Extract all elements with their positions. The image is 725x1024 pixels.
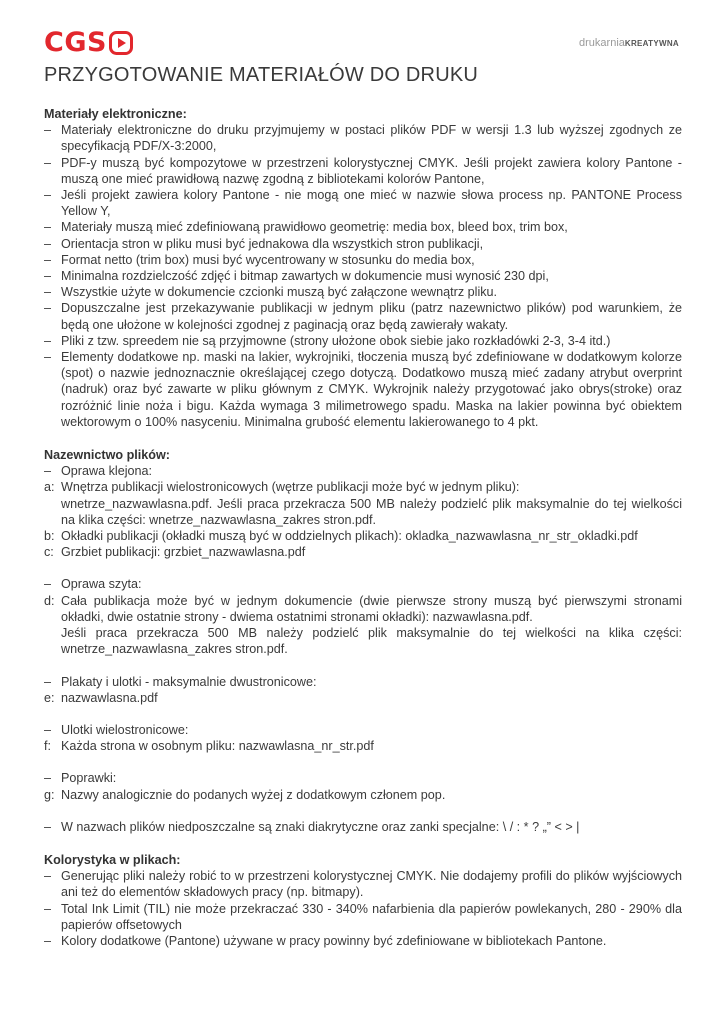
spacer [44,430,682,447]
list-item-text: Elementy dodatkowe np. maski na lakier, wykrojniki, tłoczenia muszą być zdefiniowane w dodatkowym kolorze (spot) o nazwie jednoznacznie określającej czego dotyczą. Dodatkowo muszą mieć zadany atrybut overprint (nadruk) oraz być zawarte w pliku głównym z CMYK. Wykrojnik należy przygotować jako obrys(stroke) oraz rozróżnić linie noża i bigu. Każda wymaga 3 milimetrowego spadu. Maska na lakier powinna być obiektem wektorowym o 100% nasyceniu. Minimalna grubość elementu lakierowanego to 4 pkt. [61,350,682,429]
list-item [44,901,682,933]
list-item-text: Cała publikacja może być w jednym dokumencie (dwie pierwsze strony muszą być pierwszymi stronami okładki, dwie ostatnie strony - dwiema ostatnimi stronami okładki): nazwawlasna.pdf. [61,593,682,624]
list-item [44,593,682,625]
cgs-logo [44,29,133,57]
list-item-text: Poprawki: [61,771,117,786]
letter-marker: b: [44,529,55,544]
document-body [44,106,682,949]
dash-marker: – [44,577,52,592]
list-item-text: Generując pliki należy robić to w przestrzeni kolorystycznej CMYK. Nie dodajemy profili do plików wyjściowych ani też do elementów składowych pracy (np. bitmapy). [61,869,682,900]
list-item-text: PDF-y muszą być kompozytowe w przestrzeni kolorystycznej CMYK. Jeśli projekt zawiera kolory Pantone - muszą one mieć prawidłową nazwę zgodną z bibliotekami kolorów Pantone, [61,155,682,186]
dash-marker: – [44,869,52,884]
list-item-text: Ulotki wielostronicowe: [61,722,189,737]
list-item [44,284,682,300]
dash-marker: – [44,155,52,170]
list-item [44,528,682,544]
dash-marker: – [44,350,52,365]
list-item [44,625,682,657]
dash-marker: – [44,933,52,948]
section-heading: Nazewnictwo plików: [44,448,170,463]
dash-marker: – [44,301,52,316]
list-item-text: W nazwach plików niedposzczalne są znaki diakrytyczne oraz zanki specjalne: \ / : * ? „” < > | [61,819,580,834]
dash-marker: – [44,722,52,737]
list-item-text: wnetrze_nazwawlasna.pdf. Jeśli praca przekracza 500 MB należy podzielć plik maksymalnie do tej wielkości na klika części: wnetrze_nazwawlasna_zakres stron.pdf. [61,496,682,527]
dash-marker: – [44,252,52,267]
list-item [44,770,682,786]
list-item [44,738,682,754]
spacer [44,803,682,819]
dash-marker: – [44,220,52,235]
dash-marker: – [44,188,52,203]
letter-marker: f: [44,739,51,754]
list-item [44,576,682,592]
list-item-text: Minimalna rozdzielczość zdjęć i bitmap zawartych w dokumencie musi wynosić 230 dpi, [61,269,549,284]
list-item-text: Format netto (trim box) musi być wycentrowany w stosunku do media box, [61,252,475,267]
list-item-text: nazwawlasna.pdf [61,690,158,705]
list-item-text: Materiały elektroniczne do druku przyjmujemy w postaci plików PDF w wersji 1.3 lub wyższej zgodnych ze specyfikacją PDF/X-3:2000, [61,123,682,154]
dash-marker: – [44,285,52,300]
list-item-text: Jeśli projekt zawiera kolory Pantone - nie mogą one mieć w nazwie słowa process np. PANTONE Process Yellow Y, [61,188,682,219]
play-icon [109,31,133,55]
list-item-text: Total Ink Limit (TIL) nie może przekraczać 330 - 340% nafarbienia dla papierów powlekanych, 280 - 290% dla papierów offsetowych [61,901,682,932]
list-item-text: Dopuszczalne jest przekazywanie publikacji w jednym pliku (patrz nazewnictwo plików) pod warunkiem, że będą one ułożone w kolejności zgodnej z paginacją oraz będą zawierały wakaty. [61,301,682,332]
list-item [44,236,682,252]
list-item [44,819,682,835]
list-item [44,933,682,949]
list-item [44,479,682,495]
list-item [44,155,682,187]
list-item-text: Grzbiet publikacji: grzbiet_nazwawlasna.pdf [61,545,306,560]
list-item [44,544,682,560]
list-item-text: Oprawa klejona: [61,464,153,479]
dash-marker: – [44,123,52,138]
letter-marker: a: [44,480,55,495]
list-item [44,496,682,528]
spacer [44,754,682,770]
dash-marker: – [44,464,52,479]
list-item [44,674,682,690]
letter-marker: c: [44,545,54,560]
section-heading: Kolorystyka w plikach: [44,852,181,867]
dash-marker: – [44,771,52,786]
list-item-text: Orientacja stron w pliku musi być jednakowa dla wszystkich stron publikacji, [61,236,484,251]
list-item-text: Każda strona w osobnym pliku: nazwawlasna_nr_str.pdf [61,739,374,754]
list-item-text: Materiały muszą mieć zdefiniowaną prawidłowo geometrię: media box, bleed box, trim box, [61,220,568,235]
letter-marker: e: [44,690,55,705]
dash-marker: – [44,674,52,689]
list-item [44,187,682,219]
list-item [44,463,682,479]
logo-text: CGS [44,27,107,58]
list-item-text: Kolory dodatkowe (Pantone) używane w pracy powinny być zdefiniowane w bibliotekach Pantone. [61,933,607,948]
dash-marker: – [44,819,52,834]
list-item [44,868,682,900]
dash-marker: – [44,333,52,348]
list-item [44,219,682,235]
section-heading: Materiały elektroniczne: [44,107,187,121]
spacer [44,835,682,852]
letter-marker: d: [44,593,55,608]
list-item-text: Jeśli praca przekracza 500 MB należy podzielć plik maksymalnie do tej wielkości na klika części: wnetrze_nazwawlasna_zakres stron.pdf. [61,626,682,657]
list-item [44,690,682,706]
list-item [44,122,682,154]
list-item [44,333,682,349]
list-item [44,268,682,284]
list-item-text: Plakaty i ulotki - maksymalnie dwustronicowe: [61,674,317,689]
spacer [44,560,682,576]
brand-light: drukarnia [579,37,625,49]
page-title: PRZYGOTOWANIE MATERIAŁÓW DO DRUKU [44,64,479,86]
list-item-text: Oprawa szyta: [61,577,142,592]
dash-marker: – [44,269,52,284]
list-item-text: Pliki z tzw. spreedem nie są przyjmowne (strony ułożone obok siebie jako rozkładówki 2-3, 3-4 itd.) [61,333,611,348]
dash-marker: – [44,901,52,916]
spacer [44,658,682,674]
spacer [44,706,682,722]
brand-tagline [579,37,679,49]
list-item-text: Nazwy analogicznie do podanych wyżej z dodatkowym członem pop. [61,787,446,802]
list-item [44,787,682,803]
list-item [44,300,682,332]
brand-bold: KREATYWNA [624,39,679,48]
list-item-text: Wnętrza publikacji wielostronicowych (wętrze publikacji może być w jednym pliku): [61,480,520,495]
list-item [44,722,682,738]
list-item [44,252,682,268]
list-item-text: Okładki publikacji (okładki muszą być w oddzielnych plikach): okladka_nazwawlasna_nr_str_okladki.pdf [61,529,638,544]
list-item-text: Wszystkie użyte w dokumencie czcionki muszą być załączone wewnątrz pliku. [61,285,498,300]
dash-marker: – [44,236,52,251]
letter-marker: g: [44,787,55,802]
list-item [44,349,682,430]
